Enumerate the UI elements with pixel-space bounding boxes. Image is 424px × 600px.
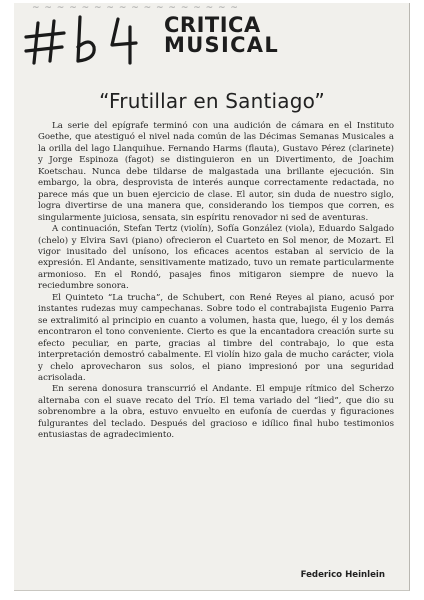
top-scribble: ~ ~ ~ ~ ~ ~ ~ ~ ~ ~ ~ ~ ~ ~ ~ ~ ~ [32, 3, 239, 13]
section-header [164, 15, 279, 55]
handwritten-note [20, 13, 160, 67]
paragraph: En serena donosura transcurrió el Andante. El empuje rítmico del Scherzo alternaba con el suave recato del Trío. El tema variado del “lied”, que dio su sobrenombre a la obra, estuvo envuelto en eufonía de cuerdas y figuraciones fulgurantes del teclado. Después del gracioso e idílico final hubo testimonios entusiastas de agradecimiento. [38, 384, 394, 441]
header-line-1: CRITICA [164, 13, 261, 37]
article-headline: “Frutillar en Santiago” [99, 89, 325, 113]
paragraph: A continuación, Stefan Tertz (violín), Sofía González (viola), Eduardo Salgado (chelo) y Elvira Savi (piano) ofrecieron el Cuarteto en Sol menor, de Mozart. El vigor inusitado del unísono, los eficaces acentos estaban al servicio de la expresión. El Andante, sensitivamente matizado, tuvo un remate particularmente armonioso. En el Rondó, pasajes finos mitigaron siempre de nuevo la reciedumbre sonora. [38, 224, 394, 292]
author-signature: Federico Heinlein [300, 570, 385, 580]
article-body [38, 121, 394, 442]
paragraph: El Quinteto “La trucha”, de Schubert, con René Reyes al piano, acusó por instantes rudezas muy campechanas. Sobre todo el contrabajista Eugenio Parra se extralimitó al principio en cuanto a volumen, hasta que, luego, él y los demás encontraron el tono conveniente. Cierto es que la encantadora creación surte su efecto peculiar, en parte, gracias al timbre del contrabajo, lo que esta interpretación demostró cabalmente. El violín hizo gala de mucho carácter, viola y chelo aprovecharon sus solos, el piano impresionó por una seguridad acrisolada. [38, 292, 394, 383]
header-line-2: MUSICAL [164, 33, 280, 57]
newspaper-clipping [14, 3, 410, 591]
paragraph: La serie del epígrafe terminó con una audición de cámara en el Instituto Goethe, que atestiguó el nivel nada común de las Décimas Semanas Musicales a la orilla del lago Llanquihue. Fernando Harms (flauta), Gustavo Pérez (clarinete) y Jorge Espinoza (fagot) se distinguieron en un Divertimento, de Joachim Koetschau. Nunca debe tildarse de malgastada una brillante ejecución. Sin embargo, la obra, desprovista de interés aunque correctamente redactada, no parece más que un buen ejercicio de clase. El autor, sin duda de nuestro siglo, logra divertirse de una manera que, considerando los tiempos que corren, es singularmente juiciosa, sensata, sin espíritu renovador ni sed de aventuras. [38, 121, 394, 223]
